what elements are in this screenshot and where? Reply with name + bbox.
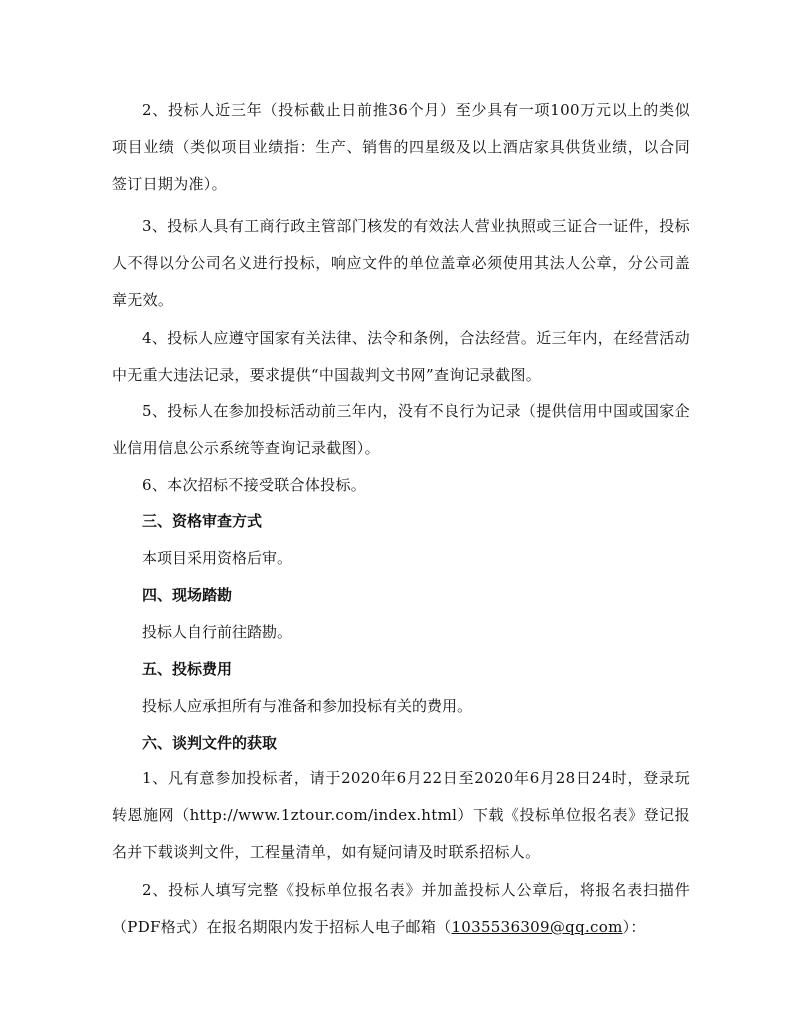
section-3-text: 本项目采用资格后审。 [142, 549, 293, 567]
section-4-heading: 四、现场踏勘 [142, 586, 233, 604]
section-3-heading: 三、资格审查方式 [142, 512, 263, 530]
paragraph-2-end: ）： [622, 918, 646, 936]
requirement-2: 2、投标人近三年（投标截止日前推36个月）至少具有一项100万元以上的类似项目业绩（类似项目业绩指：生产、销售的四星级及以上酒店家具供货业绩，以合同签订日期为准）。 [112, 101, 690, 193]
section-5-text: 投标人应承担所有与准备和参加投标有关的费用。 [142, 697, 473, 715]
section-6-paragraph-1: 1、凡有意参加投标者，请于2020年6月22日至2020年6月28日24时，登录玩转恩施网（http://www.1ztour.com/index.html）下载《投标单位报名表》登记报名并下载谈判文件，工程量清单，如有疑问请及时联系招标人。 [112, 769, 690, 861]
section-4-text: 投标人自行前往踏勘。 [142, 623, 293, 641]
requirement-5: 5、投标人在参加投标活动前三年内，没有不良行为记录（提供信用中国或国家企业信用信息公示系统等查询记录截图）。 [112, 402, 690, 457]
email-link[interactable]: 1035536309@qq.com [451, 918, 623, 936]
requirement-4: 4、投标人应遵守国家有关法律、法令和条例，合法经营。近三年内，在经营活动中无重大违法记录，要求提供“中国裁判文书网”查询记录截图。 [112, 329, 690, 384]
section-6-heading: 六、谈判文件的获取 [142, 734, 278, 752]
section-5-heading: 五、投标费用 [142, 660, 233, 678]
requirement-3: 3、投标人具有工商行政主管部门核发的有效法人营业执照或三证合一证件，投标人不得以分公司名义进行投标，响应文件的单位盖章必须使用其法人公章，分公司盖章无效。 [112, 217, 690, 309]
requirement-6: 6、本次招标不接受联合体投标。 [142, 476, 367, 494]
paragraph-2-text: 2、投标人填写完整《投标单位报名表》并加盖投标人公章后，将报名表扫描件（PDF格式）在报名期限内发于招标人电子邮箱（ [112, 881, 690, 936]
section-6-paragraph-2 [112, 872, 690, 946]
